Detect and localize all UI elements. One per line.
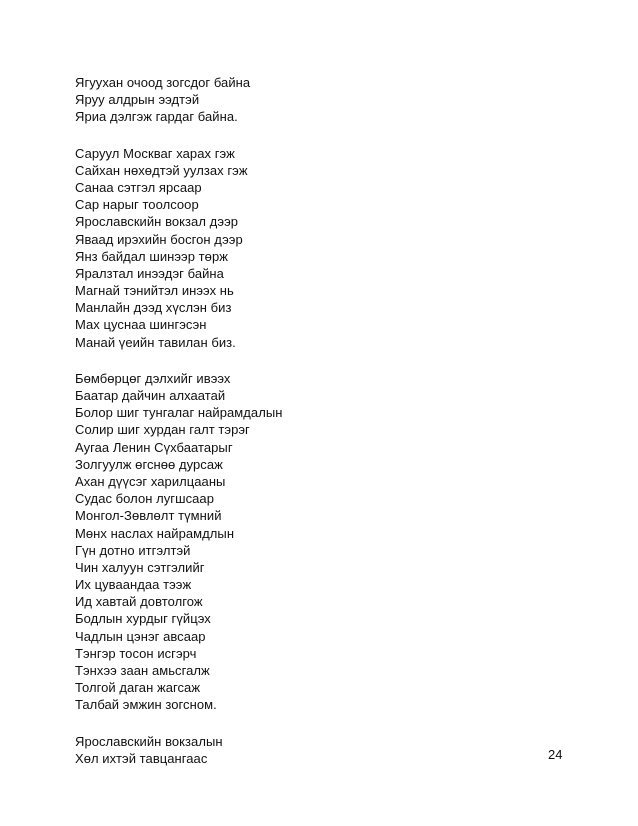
poem-line: Аугаа Ленин Сүхбаатарыг: [75, 439, 233, 455]
poem-line: Ярославскийн вокзалын: [75, 733, 223, 749]
poem-line: Чадлын цэнэг авсаар: [75, 628, 206, 644]
poem-line: Сайхан нөхөдтэй уулзах гэж: [75, 162, 248, 178]
poem-line: Мөнх наслах найрамдлын: [75, 525, 235, 541]
poem-line: Ягуухан очоод зогсдог байна: [75, 75, 251, 90]
poem-line: Бөмбөрцөг дэлхийг ивээх: [75, 370, 231, 386]
poem-line: Их цуваандаа тээж: [75, 577, 192, 593]
poem-line: Тэнхээ заан амьсгалж: [75, 663, 210, 678]
poem-line: Солир шиг хурдан галт тэрэг: [75, 422, 250, 438]
stanza-4: [75, 733, 555, 767]
poem-line: Манлайн дээд хүслэн биз: [75, 300, 232, 316]
poem-line: Яралзтал инээдэг байна: [75, 265, 224, 281]
poem-line: Монгол-Зөвлөлт түмний: [75, 508, 222, 524]
poem-line: Чин халуун сэтгэлийг: [75, 559, 205, 575]
stanza-3: [75, 370, 555, 714]
poem-line: Толгой даган жагсаж: [75, 680, 201, 696]
poem-line: Ид хавтай довтолгож: [75, 594, 203, 610]
poem-body: [75, 74, 555, 786]
poem-line: Баатар дайчин алхаатай: [75, 388, 226, 403]
poem-line: Мах цуснаа шингэсэн: [75, 317, 207, 333]
poem-line: Ярославскийн вокзал дээр: [75, 214, 239, 230]
stanza-1: [75, 74, 555, 126]
poem-line: Болор шиг тунгалаг найрамдалын: [75, 405, 283, 421]
poem-line: Хөл ихтэй тавцангаас: [75, 750, 208, 766]
poem-line: Золгуулж өгснөө дурсаж: [75, 456, 223, 472]
poem-line: Саруул Москваг харах гэж: [75, 145, 235, 161]
stanza-2: [75, 145, 555, 351]
poem-line: Тэнгэр тосон исгэрч: [75, 645, 197, 661]
poem-line: Яриа дэлгэж гардаг байна.: [75, 109, 238, 125]
poem-line: Бодлын хурдыг гүйцэх: [75, 611, 211, 627]
poem-line: Сар нарыг тоолсоор: [75, 197, 199, 213]
poem-line: Санаа сэтгэл ярсаар: [75, 179, 202, 195]
poem-line: Янз байдал шинээр төрж: [75, 248, 228, 264]
poem-line: Магнай тэнийтэл инээх нь: [75, 283, 234, 299]
poem-line: Яваад ирэхийн босгон дээр: [75, 231, 243, 247]
poem-line: Ахан дүүсэг харилцааны: [75, 473, 226, 489]
poem-line: Яруу алдрын ээдтэй: [75, 92, 200, 108]
poem-line: Талбай эмжин зогсном.: [75, 697, 217, 713]
poem-line: Манай үеийн тавилан биз.: [75, 334, 236, 350]
page-number: 24: [548, 747, 563, 762]
poem-line: Гүн дотно итгэлтэй: [75, 542, 191, 558]
poem-line: Судас болон лугшсаар: [75, 491, 214, 507]
